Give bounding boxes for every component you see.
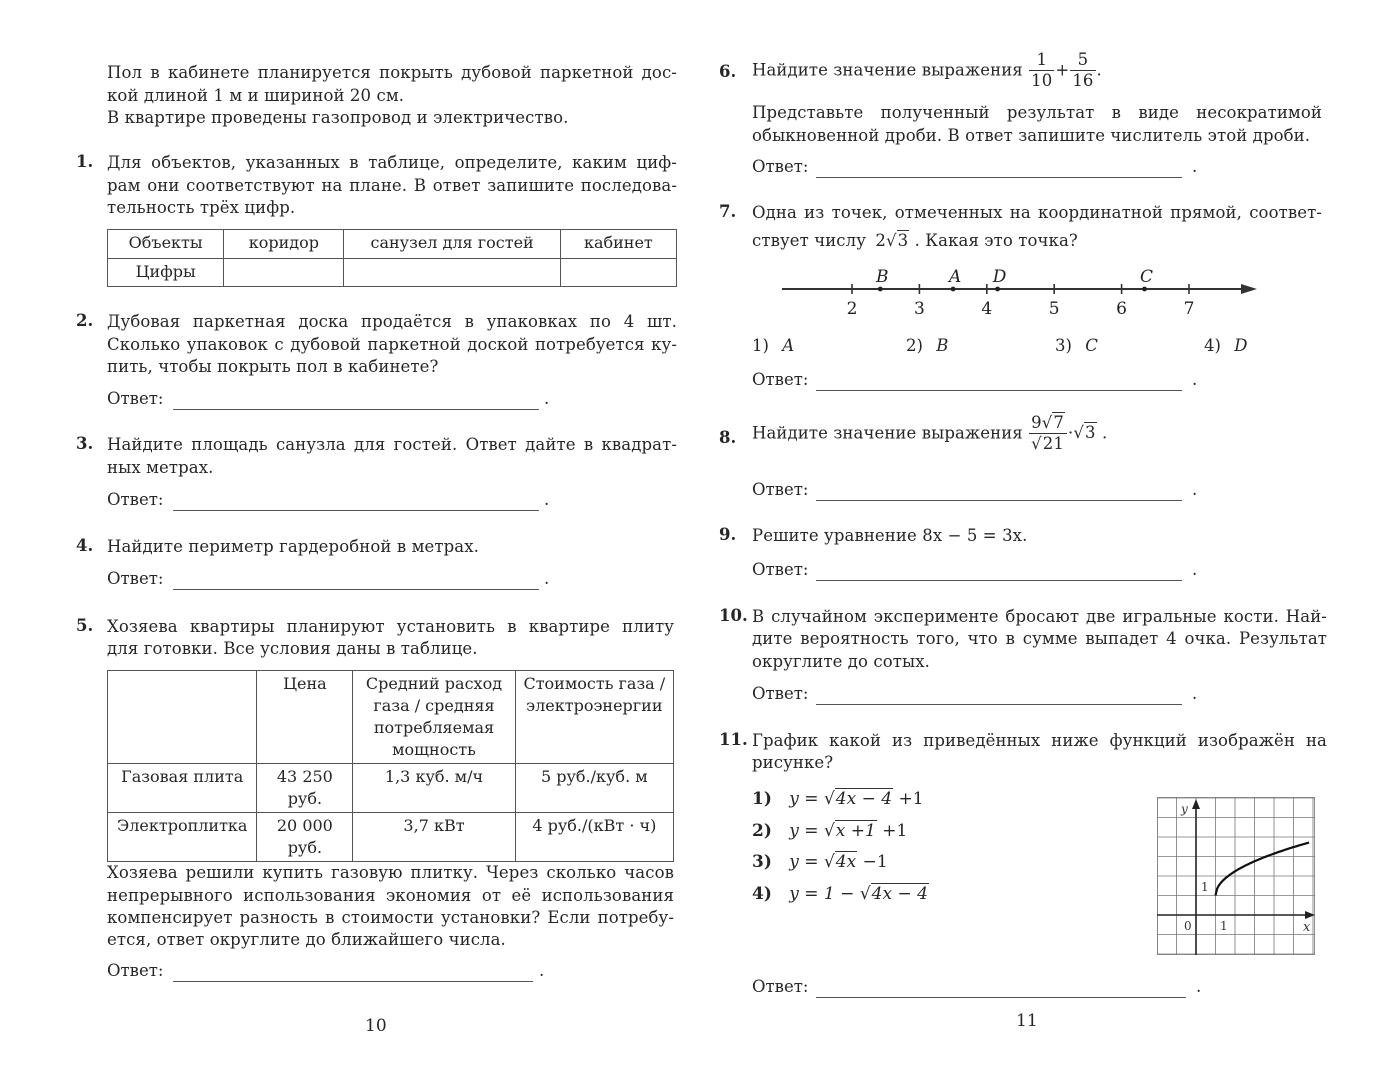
text: . Какая это точка?	[914, 231, 1078, 250]
radicand: 21	[1042, 434, 1064, 453]
answer-period: .	[544, 569, 550, 588]
radicand: 7	[1053, 413, 1065, 432]
question-text: рам они соответствуют на плане. В ответ запишите последова-	[107, 176, 677, 195]
answer-period: .	[544, 389, 550, 408]
period: .	[1096, 60, 1102, 80]
price-line: руб.	[287, 838, 323, 857]
numerator	[1029, 413, 1067, 434]
answer-period: .	[1192, 480, 1198, 499]
function-option-4[interactable]	[752, 884, 929, 904]
period: .	[1101, 423, 1108, 443]
question-text: Хозяева квартиры планируют установить в квартире плиту	[107, 617, 674, 636]
stove-consumption: 1,3 куб. м/ч	[353, 764, 515, 813]
header-line: Стоимость газа /	[523, 674, 666, 693]
answer-field-q5[interactable]	[107, 961, 557, 983]
question-number: 8.	[719, 428, 737, 447]
x-unit-label: 1	[1220, 919, 1228, 933]
prompt: Решите уравнение	[752, 526, 917, 545]
stove-comparison-table	[107, 670, 674, 862]
radicand: 4x − 4	[835, 789, 893, 809]
tick-label: 2	[846, 299, 858, 319]
answer-line[interactable]	[173, 589, 539, 590]
objects-table	[107, 229, 677, 287]
answer-line[interactable]	[816, 997, 1186, 998]
choice-value: A	[782, 336, 795, 355]
question-text: для готовки. Все условия даны в таблице.	[107, 639, 478, 658]
digit-input-cell[interactable]	[560, 259, 676, 287]
point-label: A	[948, 267, 962, 287]
function-option-2[interactable]	[752, 821, 907, 841]
radicand: 3	[897, 231, 909, 250]
question-text: Представьте полученный результат в виде несократимой	[752, 103, 1322, 122]
table-header-cell: кабинет	[560, 230, 676, 259]
table-row-label: Цифры	[108, 259, 224, 287]
prompt: Найдите значение выражения	[752, 60, 1023, 80]
table-header-cell	[353, 671, 515, 764]
option-rhs: −1	[857, 852, 888, 872]
answer-field-q11[interactable]	[752, 977, 1202, 999]
answer-field-q6[interactable]	[752, 157, 1202, 179]
denominator: 10	[1031, 71, 1053, 90]
arrow-icon	[1241, 284, 1257, 294]
prompt: Найдите значение выражения	[752, 423, 1023, 443]
tick-label: 4	[981, 299, 993, 319]
function-graph	[1157, 797, 1317, 955]
question-text: Найдите периметр гардеробной в метрах.	[107, 537, 479, 556]
answer-field-q2[interactable]	[107, 389, 557, 411]
intro-line-3: В квартире проведены газопровод и электричество.	[107, 108, 569, 127]
digit-input-cell[interactable]	[224, 259, 344, 287]
y-arrow-icon	[1192, 799, 1200, 809]
question-number: 1.	[76, 152, 94, 171]
sqrt-symbol: √21	[1031, 434, 1064, 453]
answer-period: .	[1196, 977, 1202, 996]
stove-name: Электроплитка	[108, 813, 257, 862]
number-line	[775, 262, 1265, 322]
denominator	[1029, 434, 1067, 454]
price-line: 20 000	[276, 816, 333, 835]
answer-label: Ответ:	[107, 490, 164, 509]
option-lhs: y =	[789, 821, 824, 841]
answer-line[interactable]	[816, 580, 1182, 581]
function-option-1[interactable]	[752, 789, 924, 809]
question-text: рисунке?	[752, 753, 834, 772]
answer-label: Ответ:	[107, 961, 164, 980]
question-number: 9.	[719, 525, 737, 544]
fraction	[1070, 50, 1095, 91]
question-text: пить, чтобы покрыть пол в кабинете?	[107, 357, 439, 376]
option-number: 4)	[752, 884, 772, 904]
choice-number: 3)	[1055, 336, 1072, 355]
sqrt-symbol: √7	[1041, 413, 1065, 432]
tick-label: 6	[1116, 299, 1128, 319]
intro-line-2: кой длиной 1 м и шириной 20 см.	[107, 86, 405, 105]
question-text: округлите до сотых.	[752, 652, 931, 671]
fraction	[1029, 50, 1054, 91]
question-text: ных метрах.	[107, 458, 214, 477]
answer-field-q10[interactable]	[752, 684, 1202, 706]
choice-3[interactable]	[1055, 336, 1098, 355]
sqrt-symbol: √4x	[823, 852, 857, 872]
header-line: Средний расход	[365, 674, 503, 693]
tick-label: 3	[913, 299, 925, 319]
question-text: Одна из точек, отмеченных на координатной прямой, соответ-	[752, 203, 1322, 222]
choice-number: 2)	[906, 336, 923, 355]
graph-canvas	[1157, 797, 1317, 955]
answer-label: Ответ:	[752, 480, 809, 499]
page-number: 10	[365, 1016, 387, 1036]
question-number: 5.	[76, 616, 94, 635]
answer-field-q9[interactable]	[752, 560, 1202, 582]
header-line: потребляемая	[373, 718, 495, 737]
sqrt-symbol: √4x − 4	[859, 884, 928, 904]
table-row	[108, 764, 674, 813]
multiply-sign: ·	[1068, 423, 1074, 443]
table-header-cell: коридор	[224, 230, 344, 259]
page-number: 11	[1016, 1011, 1038, 1031]
question-text: Сколько упаковок с дубовой паркетной доской потребуется ку-	[107, 335, 677, 354]
point-marker	[878, 287, 883, 292]
coefficient: 9	[1031, 413, 1042, 432]
question-text: В случайном эксперименте бросают две игральные кости. Най-	[752, 607, 1327, 626]
answer-line[interactable]	[816, 390, 1182, 391]
answer-period: .	[1192, 684, 1198, 703]
choice-1[interactable]	[752, 336, 794, 355]
numerator: 5	[1070, 50, 1095, 71]
table-header-cell	[515, 671, 673, 764]
answer-line[interactable]	[816, 704, 1182, 705]
choice-number: 1)	[752, 336, 769, 355]
operator: +	[1055, 60, 1070, 80]
option-number: 1)	[752, 789, 772, 809]
table-header-cell: санузел для гостей	[344, 230, 560, 259]
point-marker	[995, 287, 1000, 292]
stove-consumption: 3,7 кВт	[353, 813, 515, 862]
header-line: электроэнергии	[526, 696, 663, 715]
table-header-cell: Объекты	[108, 230, 224, 259]
stove-name: Газовая плита	[108, 764, 257, 813]
function-option-3[interactable]	[752, 852, 888, 872]
answer-field-q4[interactable]	[107, 569, 557, 591]
option-rhs: +1	[876, 821, 908, 841]
answer-line[interactable]	[173, 409, 539, 410]
denominator: 16	[1072, 71, 1094, 90]
answer-label: Ответ:	[107, 389, 164, 408]
answer-period: .	[1192, 560, 1198, 579]
question-number: 10.	[719, 606, 748, 625]
answer-label: Ответ:	[752, 157, 809, 176]
y-unit-label: 1	[1201, 880, 1209, 894]
answer-label: Ответ:	[752, 977, 809, 996]
function-curve	[1216, 843, 1310, 896]
question-text: непрерывного использования экономия от её использования	[107, 886, 674, 905]
answer-field-q7[interactable]	[752, 370, 1202, 392]
question-text: дите вероятность того, что в сумме выпадет 4 очка. Результат	[752, 629, 1327, 648]
point-marker	[951, 287, 956, 292]
question-text	[752, 50, 1102, 91]
equation: 8x − 5 = 3x.	[922, 526, 1028, 545]
stove-price	[257, 813, 353, 862]
option-lhs: y = 1 −	[789, 884, 860, 904]
origin-label: 0	[1184, 919, 1192, 933]
radicand: 3	[1085, 423, 1096, 443]
point-label: D	[992, 267, 1007, 287]
tick-label: 5	[1048, 299, 1060, 319]
question-text: Дубовая паркетная доска продаётся в упаковках по 4 шт.	[107, 312, 677, 331]
header-line: мощность	[392, 740, 476, 759]
x-arrow-icon	[1305, 911, 1315, 919]
question-text	[752, 525, 1027, 548]
answer-period: .	[544, 490, 550, 509]
question-number: 3.	[76, 434, 94, 453]
question-number: 4.	[76, 536, 94, 555]
coefficient: 2	[875, 231, 887, 250]
question-text	[752, 413, 1107, 454]
sqrt-symbol: √3	[886, 231, 909, 250]
price-line: 43 250	[276, 767, 333, 786]
question-text: обыкновенной дроби. В ответ запишите числитель этой дроби.	[752, 126, 1311, 145]
answer-label: Ответ:	[752, 684, 809, 703]
choice-value: B	[936, 336, 949, 355]
option-lhs: y =	[789, 852, 824, 872]
answer-label: Ответ:	[752, 560, 809, 579]
answer-line[interactable]	[816, 500, 1182, 501]
price-line: руб.	[287, 789, 323, 808]
choice-value: D	[1234, 336, 1248, 355]
text: ствует числу	[752, 231, 867, 250]
question-text: График какой из приведённых ниже функций изображён на	[752, 731, 1327, 750]
question-text: тельность трёх цифр.	[107, 198, 296, 217]
choice-4[interactable]	[1204, 336, 1247, 355]
point-marker	[1142, 287, 1147, 292]
question-number: 2.	[76, 311, 94, 330]
answer-label: Ответ:	[752, 370, 809, 389]
choice-2[interactable]	[906, 336, 948, 355]
intro-line-1: Пол в кабинете планируется покрыть дубовой паркетной дос-	[107, 63, 677, 82]
question-text: Для объектов, указанных в таблице, определите, каким циф-	[107, 153, 677, 172]
question-number: 11.	[719, 730, 748, 749]
answer-line[interactable]	[173, 981, 533, 982]
choice-value: C	[1085, 336, 1098, 355]
radicand: 4x − 4	[871, 884, 928, 904]
radicand: x +1	[835, 821, 876, 841]
question-text: компенсирует разность в стоимости установки? Если потребу-	[107, 908, 674, 927]
tick-label: 7	[1183, 299, 1195, 319]
answer-line[interactable]	[816, 177, 1182, 178]
question-number: 7.	[719, 202, 737, 221]
digit-input-cell[interactable]	[344, 259, 560, 287]
table-header-cell: Цена	[257, 671, 353, 764]
table-header-cell	[108, 671, 257, 764]
option-rhs: +1	[893, 789, 924, 809]
energy-cost: 5 руб./куб. м	[515, 764, 673, 813]
choice-number: 4)	[1204, 336, 1221, 355]
sqrt-symbol: √4x − 4	[823, 789, 893, 809]
option-number: 3)	[752, 852, 772, 872]
y-axis-label: y	[1181, 802, 1188, 816]
question-text: Найдите площадь санузла для гостей. Ответ дайте в квадрат-	[107, 435, 677, 454]
table-row	[108, 813, 674, 862]
radicand: 4x	[835, 852, 857, 872]
x-axis-label: x	[1303, 920, 1311, 935]
energy-cost: 4 руб./(кВт · ч)	[515, 813, 673, 862]
sqrt-symbol: √3	[1073, 423, 1096, 443]
header-line: газа / средняя	[373, 696, 495, 715]
answer-field-q8[interactable]	[752, 480, 1202, 502]
question-text: Хозяева решили купить газовую плитку. Через сколько часов	[107, 863, 674, 882]
option-lhs: y =	[789, 789, 824, 809]
point-label: B	[876, 267, 889, 287]
question-text	[752, 230, 1078, 253]
answer-period: .	[1192, 157, 1198, 176]
answer-period: .	[539, 961, 545, 980]
answer-field-q3[interactable]	[107, 490, 557, 512]
answer-period: .	[1192, 370, 1198, 389]
numerator: 1	[1029, 50, 1054, 71]
question-text: ется, ответ округлите до ближайшего числа.	[107, 930, 506, 949]
answer-label: Ответ:	[107, 569, 164, 588]
stove-price	[257, 764, 353, 813]
fraction	[1029, 413, 1067, 454]
sqrt-symbol: √x +1	[823, 821, 876, 841]
option-number: 2)	[752, 821, 772, 841]
point-label: C	[1140, 267, 1154, 287]
answer-line[interactable]	[173, 510, 539, 511]
question-number: 6.	[719, 62, 737, 81]
